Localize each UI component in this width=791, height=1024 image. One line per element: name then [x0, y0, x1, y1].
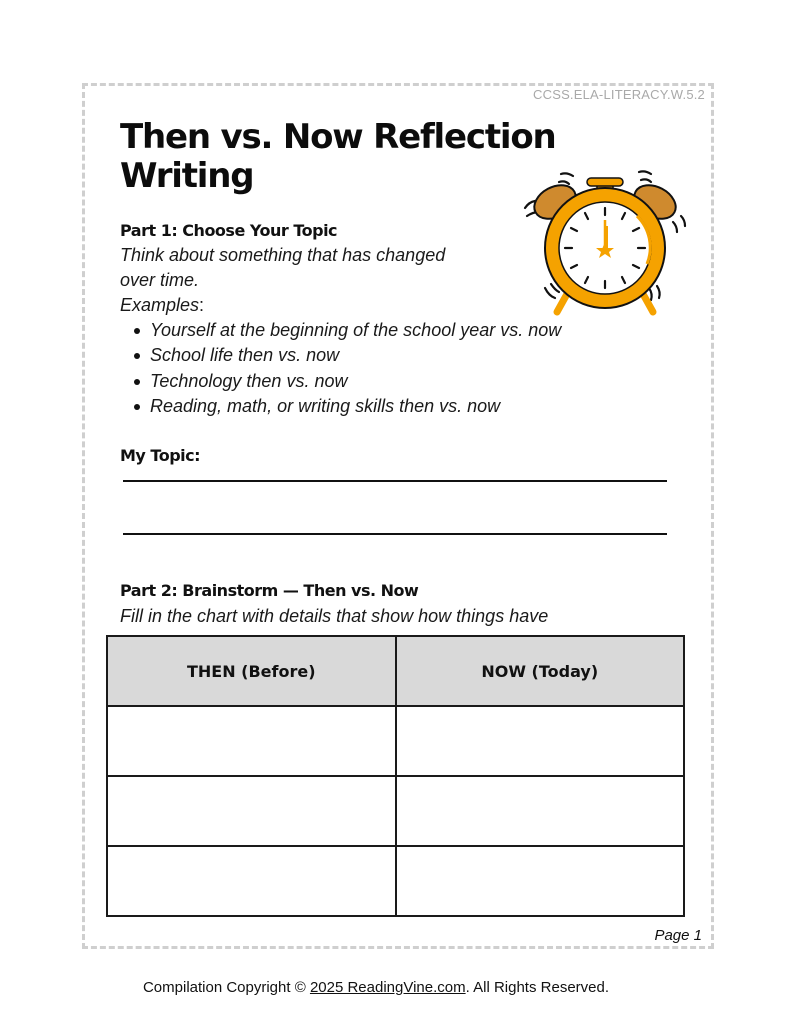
then-column-header: THEN (Before)	[107, 636, 396, 706]
example-item: Reading, math, or writing skills then vs. now	[130, 394, 561, 419]
examples-label	[120, 293, 204, 318]
title-line-1: Then vs. Now Reflection	[120, 117, 556, 157]
alarm-clock-icon	[521, 168, 689, 318]
part2-heading: Part 2: Brainstorm — Then vs. Now	[120, 581, 419, 600]
footer-prefix: Compilation Copyright ©	[142, 979, 310, 996]
table-row	[107, 846, 684, 916]
my-topic-answer-line-2[interactable]	[123, 533, 667, 535]
then-cell[interactable]	[107, 846, 396, 916]
then-cell[interactable]	[107, 776, 396, 846]
table-row	[107, 706, 684, 776]
example-item: School life then vs. now	[130, 343, 561, 368]
part1-heading: Part 1: Choose Your Topic	[120, 221, 338, 240]
page-number: Page 1	[654, 927, 702, 944]
footer-link[interactable]: 2025 ReadingVine.com	[309, 979, 466, 996]
now-cell[interactable]	[396, 706, 685, 776]
table-row	[107, 776, 684, 846]
my-topic-label: My Topic:	[120, 446, 201, 465]
part1-intro-line-1: Think about something that has changed	[120, 245, 446, 265]
examples-list	[130, 318, 561, 419]
examples-colon: :	[199, 295, 205, 315]
part2-instruction: Fill in the chart with details that show how things have	[120, 606, 549, 626]
my-topic-answer-line-1[interactable]	[123, 480, 667, 482]
part1-intro-line-2: over time.	[120, 270, 200, 290]
title-line-2: Writing	[120, 156, 254, 196]
footer-suffix: . All Rights Reserved.	[465, 979, 610, 996]
example-item: Yourself at the beginning of the school year vs. now	[130, 318, 561, 343]
now-cell[interactable]	[396, 846, 685, 916]
worksheet-title	[120, 118, 580, 196]
now-cell[interactable]	[396, 776, 685, 846]
standard-code: CCSS.ELA-LITERACY.W.5.2	[533, 87, 705, 102]
then-cell[interactable]	[107, 706, 396, 776]
example-item: Technology then vs. now	[130, 369, 561, 394]
copyright-footer	[0, 979, 752, 996]
then-now-chart	[106, 635, 685, 917]
examples-label-text: Examples	[120, 295, 200, 315]
now-column-header: NOW (Today)	[396, 636, 685, 706]
